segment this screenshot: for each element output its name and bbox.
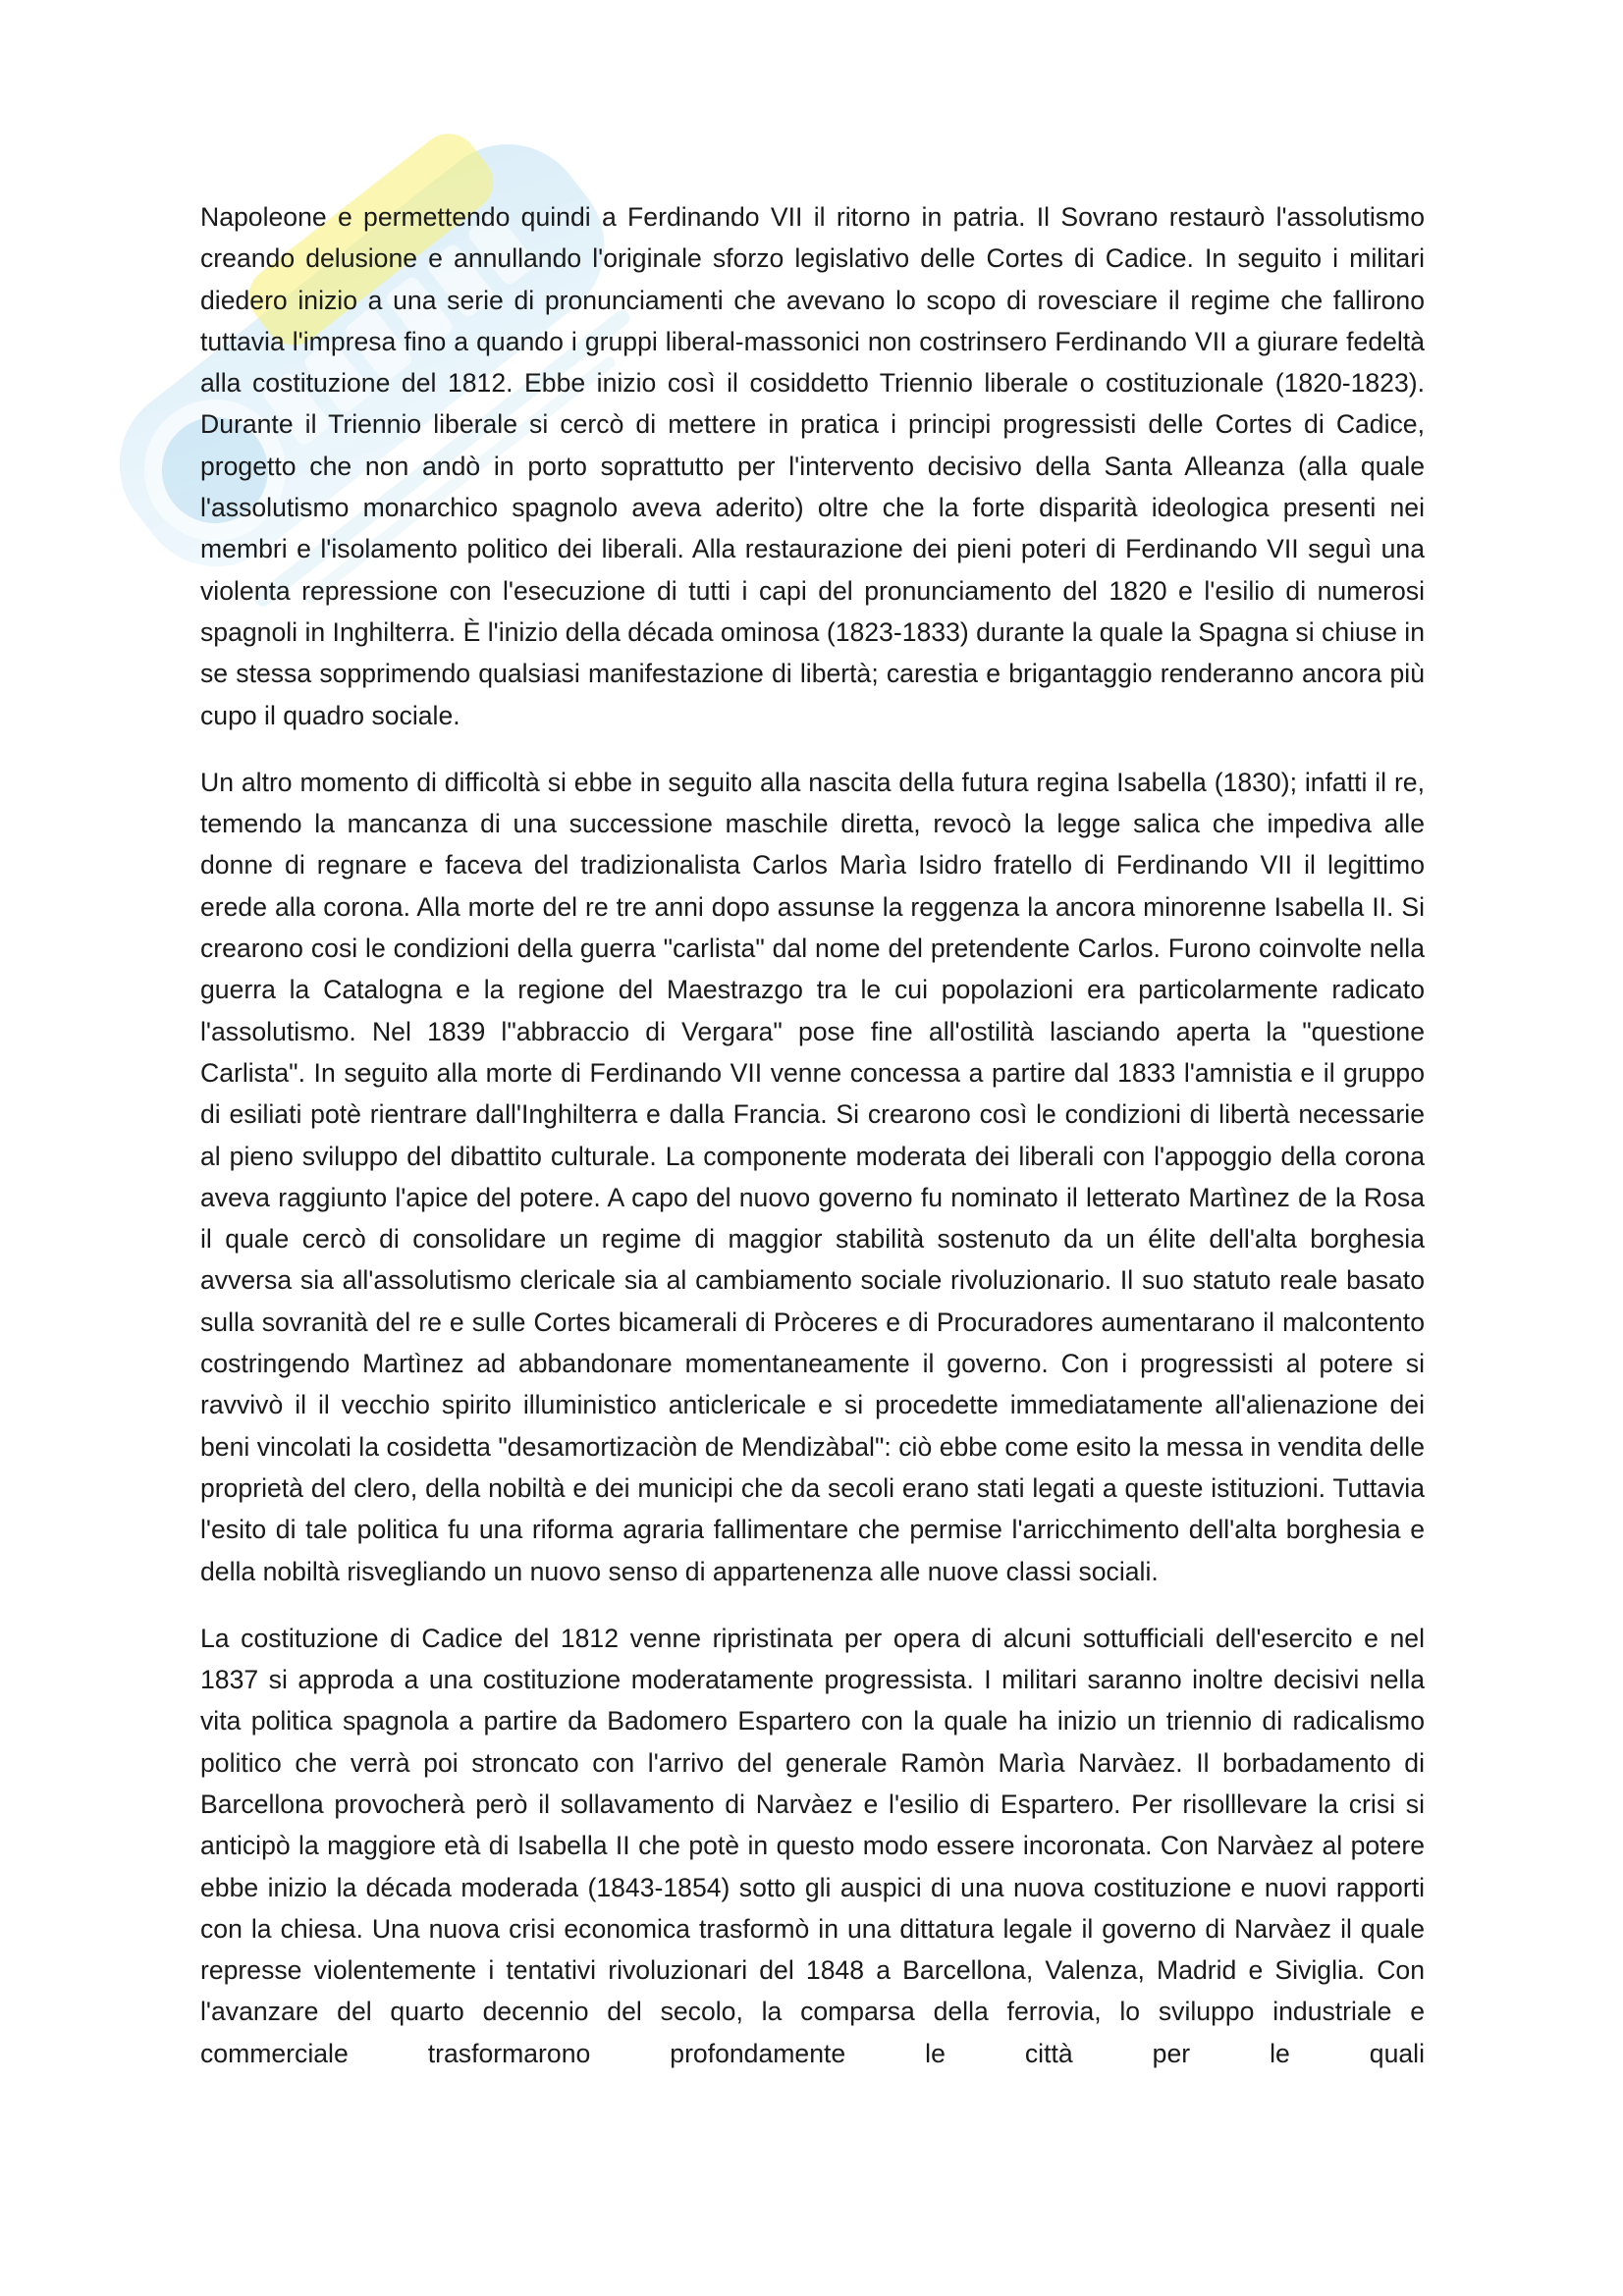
paragraph-2: Un altro momento di difficoltà si ebbe in seguito alla nascita della futura regina Isabella (1830); infatti il re, temendo la mancanza di una successione maschile diretta, revocò la legge salica che impediva alle donne di regnare e faceva del tradizionalista Carlos Marìa Isidro fratello di Ferdinando VII il legittimo erede alla corona. Alla morte del re tre anni dopo assunse la reggenza la ancora minorenne Isabella II. Si crearono cosi le condizioni della guerra "carlista" dal nome del pretendente Carlos. Furono coinvolte nella guerra la Catalogna e la regione del Maestrazgo tra le cui popolazioni era particolarmente radicato l'assolutismo. Nel 1839 l"abbraccio di Vergara" pose fine all'ostilità lasciando aperta la "questione Carlista". In seguito alla morte di Ferdinando VII venne concessa a partire dal 1833 l'amnistia e il gruppo di esiliati potè rientrare dall'Inghilterra e dalla Francia. Si crearono così le condizioni di libertà necessarie al pieno sviluppo del dibattito culturale. La componente moderata dei liberali con l'appoggio della corona aveva raggiunto l'apice del potere. A capo del nuovo governo fu nominato il letterato Martìnez de la Rosa il quale cercò di consolidare un regime di maggior stabilità sostenuto da un élite dell'alta borghesia avversa sia all'assolutismo clericale sia al cambiamento sociale rivoluzionario. Il suo statuto reale basato sulla sovranità del re e sulle Cortes bicamerali di Pròceres e di Procuradores aumentarano il malcontento costringendo Martìnez ad abbandonare momentaneamente il governo. Con i progressisti al potere si ravvivò il il vecchio spirito illuministico anticlericale e si procedette immediatamente all'alienazione dei beni vincolati la cosidetta "desamortizaciòn de Mendizàbal": ciò ebbe come esito la messa in vendita delle proprietà del clero, della nobiltà e dei municipi che da secoli erano stati legati a queste istituzioni. Tuttavia l'esito di tale politica fu una riforma agraria fallimentare che permise l'arricchimento dell'alta borghesia e della nobiltà risvegliando un nuovo senso di appartenenza alle nuove classi sociali.: [200, 767, 1425, 1586]
paragraph-1: Napoleone e permettendo quindi a Ferdinando VII il ritorno in patria. Il Sovrano restaurò l'assolutismo creando delusione e annullando l'originale sforzo legislativo delle Cortes di Cadice. In seguito i militari diedero inizio a una serie di pronunciamenti che avevano lo scopo di rovesciare il regime che fallirono tuttavia l'impresa fino a quando i gruppi liberal-massonici non costrinsero Ferdinando VII a giurare fedeltà alla costituzione del 1812. Ebbe inizio così il cosiddetto Triennio liberale o costituzionale (1820-1823). Durante il Triennio liberale si cercò di mettere in pratica i principi progressisti delle Cortes di Cadice, progetto che non andò in porto soprattutto per l'intervento decisivo della Santa Alleanza (alla quale l'assolutismo monarchico spagnolo aveva aderito) oltre che la forte disparità ideologica presenti nei membri e l'isolamento politico dei liberali. Alla restaurazione dei pieni poteri di Ferdinando VII seguì una violenta repressione con l'esecuzione di tutti i capi del pronunciamento del 1820 e l'esilio di numerosi spagnoli in Inghilterra. È l'inizio della década ominosa (1823-1833) durante la quale la Spagna si chiuse in se stessa sopprimendo qualsiasi manifestazione di libertà; carestia e brigantaggio renderanno ancora più cupo il quadro sociale.: [200, 202, 1425, 730]
paragraph-3: La costituzione di Cadice del 1812 venne ripristinata per opera di alcuni sottufficiali dell'esercito e nel 1837 si approda a una costituzione moderatamente progressista. I militari saranno inoltre decisivi nella vita politica spagnola a partire da Badomero Espartero con la quale ha inizio un triennio di radicalismo politico che verrà poi stroncato con l'arrivo del generale Ramòn Marìa Narvàez. Il borbadamento di Barcellona provocherà però il sollavamento di Narvàez e l'esilio di Espartero. Per risolllevare la crisi si anticipò la maggiore età di Isabella II che potè in questo modo essere incoronata. Con Narvàez al potere ebbe inizio la década moderada (1843-1854) sotto gli auspici di una nuova costituzione e nuovi rapporti con la chiesa. Una nuova crisi economica trasformò in una dittatura legale il governo di Narvàez il quale represse violentemente i tentativi rivoluzionari del 1848 a Barcellona, Valenza, Madrid e Siviglia. Con l'avanzare del quarto decennio del secolo, la comparsa della ferrovia, lo sviluppo industriale e commerciale trasformarono profondamente le città per le quali: [200, 1623, 1425, 2068]
document-body: [200, 196, 1425, 2100]
